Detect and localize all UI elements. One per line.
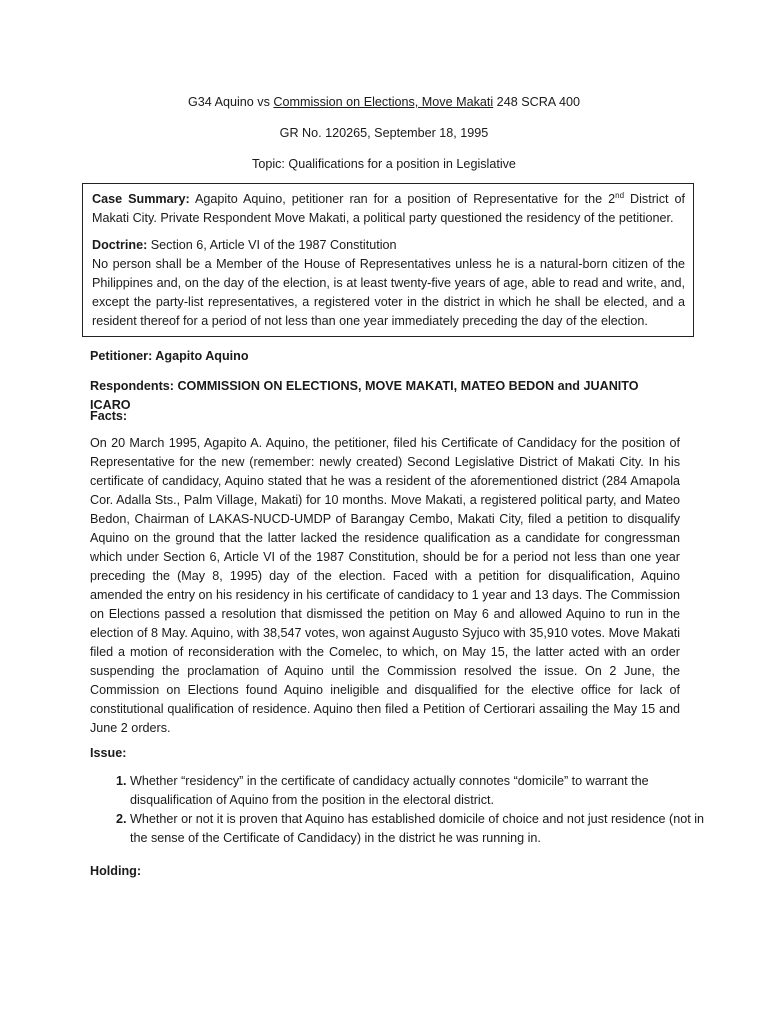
issue-item bbox=[130, 772, 720, 810]
issue-list bbox=[90, 772, 720, 848]
summary-box bbox=[82, 183, 694, 337]
case-summary bbox=[92, 190, 685, 228]
facts-text: On 20 March 1995, Agapito A. Aquino, the petitioner, filed his Certificate of Candidacy for the position of Representative for the new (remember: newly created) Second Legislative District of Makati City. In his certificate of candidacy, Aquino stated that he was a resident of the aforementioned district (284 Amapola Cor. Adalla Sts., Palm Village, Makati) for 10 months. Move Makati, a registered political party, and Mateo Bedon, Chairman of LAKAS-NUCD-UMDP of Barangay Cembo, Makati City, filed a petition to disqualify Aquino on the ground that the latter lacked the residence qualification as a candidate for congressman which under Section 6, Article VI of the 1987 Constitution, should be for a period not less than one year preceding the (May 8, 1995) day of the election. Faced with a petition for disqualification, Aquino amended the entry on his residency in his certificate of candidacy to 1 year and 13 days. The Commission on Elections passed a resolution that dismissed the petition on May 6 and allowed Aquino to run in the election of 8 May. Aquino, with 38,547 votes, won against Augusto Syjuco with 35,910 votes. Move Makati filed a motion of reconsideration with the Comelec, to which, on May 15, the latter acted with an order suspending the proclamation of Aquino until the Commission resolved the issue. On 2 June, the Commission on Elections found Aquino ineligible and disqualified for the elective office for lack of constitutional qualification of residence. Aquino then filed a Petition of Certiorari assailing the May 15 and June 2 orders. bbox=[90, 436, 680, 735]
respondents: Respondents: COMMISSION ON ELECTIONS, MOVE MAKATI, MATEO BEDON and JUANITO ICARO bbox=[90, 379, 639, 412]
issue-item-text: Whether “residency” in the certificate of candidacy actually connotes “domicile” to warrant the disqualification of Aquino from the position in the electoral district. bbox=[130, 774, 649, 807]
case-title-citation: 248 SCRA 400 bbox=[493, 95, 581, 109]
doctrine-text: No person shall be a Member of the House of Representatives unless he is a natural-born citizen of the Philippines and, on the day of the election, is at least twenty-five years of age, able to read and write, and, except the party-list representatives, a registered voter in the district in which he shall be elected, and a resident thereof for a period of not less than one year immediately preceding the day of the election. bbox=[92, 257, 685, 328]
doctrine-ref: Section 6, Article VI of the 1987 Constitution bbox=[147, 238, 397, 252]
case-summary-text-b: District of Makati City. Private Respondent Move Makati, a political party questioned the residency of the petitioner. bbox=[92, 192, 685, 225]
issue-heading: Issue: bbox=[90, 746, 127, 760]
doctrine-reference bbox=[92, 236, 685, 255]
issue-item bbox=[130, 810, 720, 848]
case-summary-text-a: Agapito Aquino, petitioner ran for a position of Representative for the 2 bbox=[189, 192, 616, 206]
doctrine-label: Doctrine: bbox=[92, 238, 148, 252]
case-summary-label: Case Summary: bbox=[92, 192, 190, 206]
holding-heading: Holding: bbox=[90, 864, 142, 878]
facts-heading: Facts: bbox=[90, 409, 128, 423]
case-gr-number: GR No. 120265, September 18, 1995 bbox=[279, 126, 489, 140]
petitioner: Petitioner: Agapito Aquino bbox=[90, 349, 249, 363]
case-summary-sup: nd bbox=[615, 190, 625, 200]
case-topic: Topic: Qualifications for a position in Legislative bbox=[252, 157, 516, 171]
case-title bbox=[0, 93, 768, 112]
issue-item-text: Whether or not it is proven that Aquino has established domicile of choice and not just residence (not in the sense of the Certificate of Candidacy) in the district he was running in. bbox=[130, 812, 705, 845]
case-title-respondent: Commission on Elections, Move Makati bbox=[273, 95, 494, 109]
case-title-prefix: G34 Aquino vs bbox=[187, 95, 274, 109]
